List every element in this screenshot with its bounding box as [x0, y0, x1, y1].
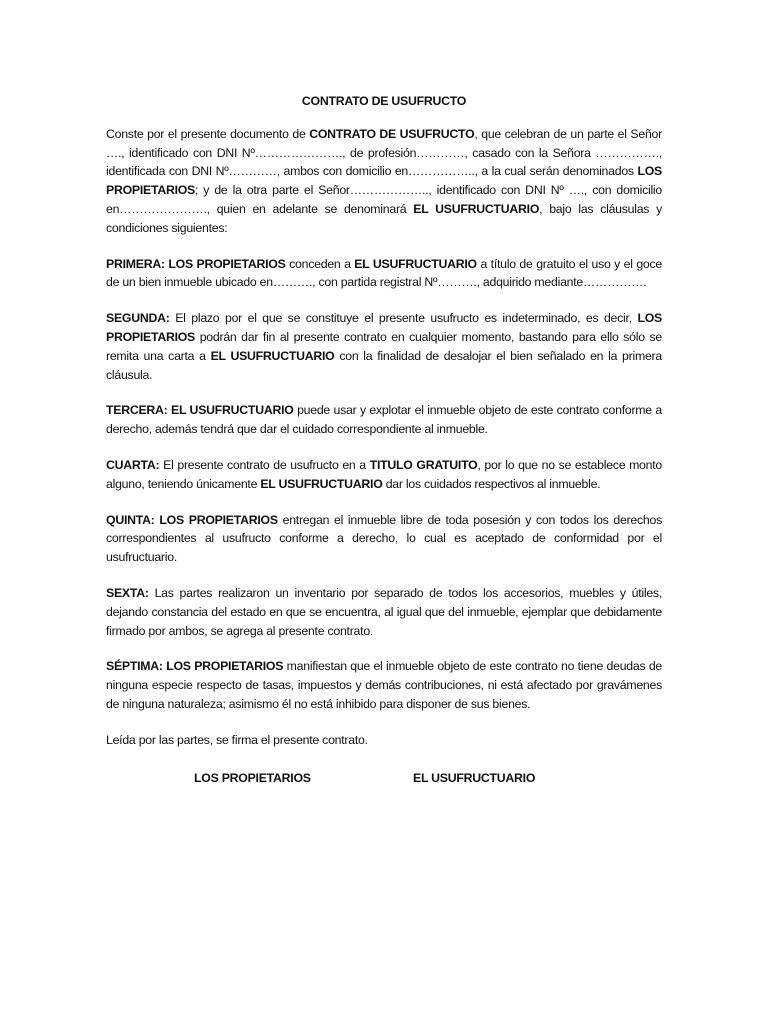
bold-text-run: EL USUFRUCTUARIO [210, 348, 335, 363]
text-run: Conste por el presente documento de [106, 126, 310, 141]
clause-septima [106, 657, 662, 713]
text-run: conceden a [285, 256, 355, 271]
clause-tercera [106, 401, 662, 439]
text-run: podrán dar fin al presente contrato en cualquier momento, bastando para ello sólo se remita una carta a [106, 329, 662, 363]
text-run: a título de gratuito el uso y el goce de un bien inmueble ubicado en………., con partida registral Nº………., adquirido mediante……………. [106, 256, 662, 290]
text-run: , bajo las cláusulas y condiciones siguientes: [106, 201, 662, 235]
text-run: , que celebran de un parte el Señor …., identificado con DNI Nº…………………., de profesión…………, casado con la Señora ……………., identificada con DNI Nº…………, ambos con domicilio en…………….., a la cual serán denominados [106, 126, 662, 179]
contract-document [106, 92, 662, 750]
clause-cuarta [106, 456, 662, 494]
signature-label-propietarios: LOS PROPIETARIOS [194, 771, 311, 785]
text-run: El plazo por el que se constituye el presente usufructo es indeterminado, es decir, [169, 311, 638, 326]
bold-text-run: EL USUFRUCTUARIO [260, 476, 383, 491]
bold-text-run: EL USUFRUCTUARIO [354, 256, 477, 271]
text-run: , por lo que no se establece monto alguno, teniendo únicamente [106, 457, 662, 491]
clause-quinta [106, 511, 662, 567]
text-run: Las partes realizaron un inventario por separado de todos los accesorios, muebles y útiles, dejando constancia del estado en que se encuentra, al igual que del inmueble, ejemplar que debidamente firmado por ambos, se agrega al presente contrato. [106, 585, 662, 638]
text-run: manifiestan que el inmueble objeto de este contrato no tiene deudas de ninguna especie respecto de tasas, impuestos y demás contribuciones, ni está afectado por gravámenes de ninguna naturaleza; asimismo él no está inhibido para disponer de sus bienes. [106, 659, 663, 711]
closing-statement: Leída por las partes, se firma el presente contrato. [106, 732, 368, 747]
intro-paragraph [106, 125, 662, 238]
bold-text-run: CUARTA: [106, 457, 160, 472]
text-run: entregan el inmueble libre de toda posesión y con todos los derechos correspondientes al usufructo conforme a derecho, lo cual es aceptado de conformidad por el usufructuario. [106, 512, 662, 565]
clause-sexta [106, 584, 662, 640]
bold-text-run: LOS PROPIETARIOS [106, 164, 662, 198]
bold-text-run: SEGUNDA: [106, 311, 170, 326]
bold-text-run: SÉPTIMA: LOS PROPIETARIOS [106, 659, 284, 674]
clause-primera [106, 255, 662, 293]
clause-segunda [106, 309, 662, 384]
bold-text-run: TERCERA: EL USUFRUCTUARIO [106, 403, 294, 418]
bold-text-run: QUINTA: LOS PROPIETARIOS [106, 512, 278, 527]
text-run: puede usar y explotar el inmueble objeto de este contrato conforme a derecho, además tendrá que dar el cuidado correspondiente al inmueble. [106, 403, 662, 437]
document-title: CONTRATO DE USUFRUCTO [301, 94, 467, 108]
text-run: ; y de la otra parte el Señor……………….., identificado con DNI Nº …., con domicilio en…………………., quien en adelante se denominará [106, 183, 662, 216]
bold-text-run: SEXTA: [106, 585, 149, 600]
bold-text-run: TITULO GRATUITO [369, 457, 478, 472]
bold-text-run: PRIMERA: LOS PROPIETARIOS [106, 256, 286, 271]
text-run: El presente contrato de usufructo en a [159, 457, 370, 472]
bold-text-run: CONTRATO DE USUFRUCTO [309, 126, 475, 141]
bold-text-run: LOS PROPIETARIOS [106, 311, 662, 344]
signature-label-usufructuario: EL USUFRUCTUARIO [413, 771, 536, 785]
text-run: con la finalidad de desalojar el bien señalado en la primera cláusula. [106, 348, 662, 382]
text-run: dar los cuidados respectivos al inmueble. [382, 476, 601, 491]
bold-text-run: EL USUFRUCTUARIO [413, 201, 540, 216]
